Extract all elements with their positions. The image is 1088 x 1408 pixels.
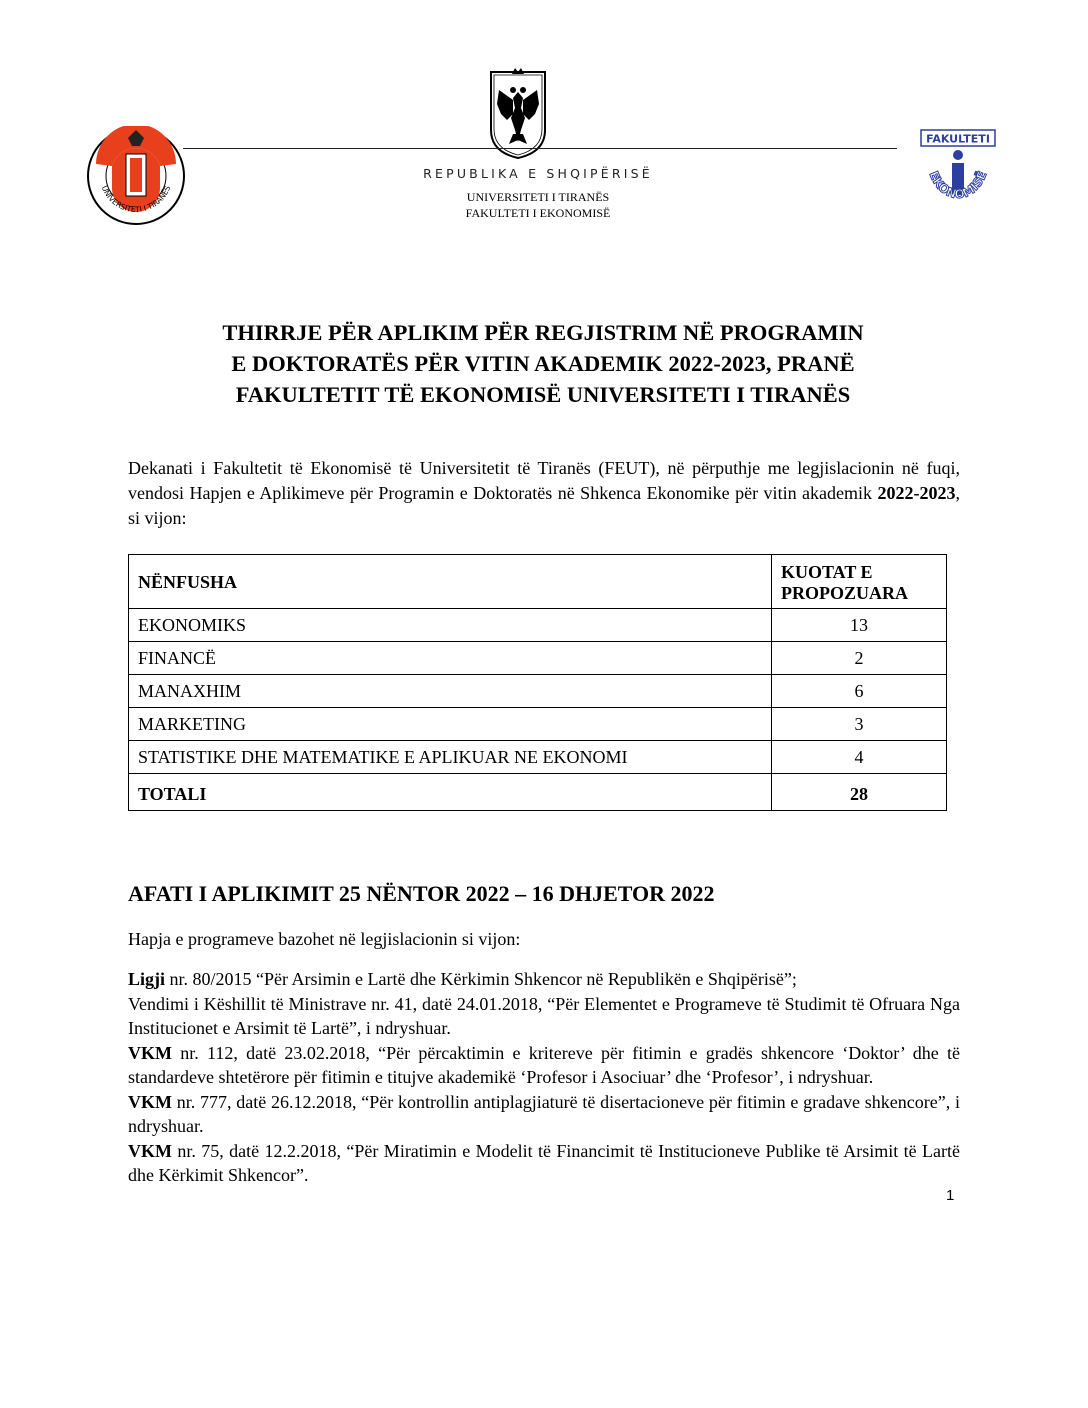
subfield-cell: MARKETING xyxy=(129,708,772,741)
header-quota-line2: PROPOZUARA xyxy=(781,583,908,603)
legislation-item xyxy=(128,1090,960,1139)
institution-faculty: FAKULTETI I EKONOMISË xyxy=(465,206,611,220)
legislation-lead: VKM xyxy=(128,1140,172,1161)
title-line: THIRRJE PËR APLIKIM PËR REGJISTRIM NË PROGRAMIN xyxy=(222,320,864,345)
quota-cell: 2 xyxy=(772,642,947,675)
header-rule xyxy=(183,148,897,149)
legislation-text: nr. 777, datë 26.12.2018, “Për kontrollin antiplagjiaturë të disertacioneve për fitimin e gradave shkencore”, i ndryshuar. xyxy=(128,1091,960,1136)
header-subfield: NËNFUSHA xyxy=(129,555,772,609)
header-quota xyxy=(772,555,947,609)
header-quota-line1: KUOTAT E xyxy=(781,562,873,582)
svg-text:EKONOMISË: EKONOMISË xyxy=(926,169,990,202)
subfield-cell: EKONOMIKS xyxy=(129,609,772,642)
legislation-text: nr. 112, datë 23.02.2018, “Për përcaktimin e kritereve për fitimin e gradës shkencore ‘Doktor’ dhe të standardeve shtetërore për fitimin e titujve akademikë ‘Profesor i Asociuar’ dhe ‘Profesor’, i ndryshuar. xyxy=(128,1042,960,1087)
legislation-list xyxy=(128,967,960,1188)
title-line: E DOKTORATËS PËR VITIN AKADEMIK 2022-2023, PRANË xyxy=(231,351,855,376)
intro-text: Dekanati i Fakultetit të Ekonomisë të Universitetit të Tiranës (FEUT), në përputhje me legjislacionin në fuqi, vendosi Hapjen e Aplikimeve për Programin e Doktoratës në Shkenca Ekonomike për vitin akademik xyxy=(128,458,960,503)
republic-name: REPUBLIKA E SHQIPËRISË xyxy=(423,166,653,181)
table-header-row xyxy=(129,555,947,609)
legislation-item xyxy=(128,1041,960,1090)
quota-cell: 3 xyxy=(772,708,947,741)
quota-cell: 13 xyxy=(772,609,947,642)
application-deadline-heading: AFATI I APLIKIMIT 25 NËNTOR 2022 – 16 DHJETOR 2022 xyxy=(128,881,715,906)
page-number: 1 xyxy=(946,1187,955,1204)
title-line: FAKULTETIT TË EKONOMISË UNIVERSITETI I TIRANËS xyxy=(235,382,851,407)
intro-tail: , si vijon: xyxy=(128,483,960,528)
institution-university: UNIVERSITETI I TIRANËS xyxy=(466,190,610,204)
table-total-row xyxy=(129,774,947,811)
albania-coat-of-arms-icon xyxy=(487,68,549,160)
table-row xyxy=(129,741,947,774)
table-row xyxy=(129,675,947,708)
legislation-text: nr. 80/2015 “Për Arsimin e Lartë dhe Kërkimin Shkencor në Republikën e Shqipërisë”; xyxy=(165,969,797,989)
legislation-item xyxy=(128,967,960,992)
intro-year: 2022-2023 xyxy=(877,483,956,503)
intro-paragraph xyxy=(128,456,960,531)
legislation-intro: Hapja e programeve bazohet në legjislacionin si vijon: xyxy=(128,929,521,949)
legislation-text: nr. 75, datë 12.2.2018, “Për Miratimin e Modelit të Financimit të Institucioneve Publike të Arsimit të Lartë dhe Kërkimit Shkencor”. xyxy=(128,1140,960,1185)
legislation-lead: Ligji xyxy=(128,969,166,989)
subfield-cell: MANAXHIM xyxy=(129,675,772,708)
legislation-lead: VKM xyxy=(128,1042,172,1063)
quota-cell: 4 xyxy=(772,741,947,774)
legislation-item xyxy=(128,992,960,1041)
subfield-cell: STATISTIKE DHE MATEMATIKE E APLIKUAR NE EKONOMI xyxy=(129,741,772,774)
quota-cell: 6 xyxy=(772,675,947,708)
total-value: 28 xyxy=(772,774,947,811)
subfield-cell: FINANCË xyxy=(129,642,772,675)
table-row xyxy=(129,708,947,741)
table-row xyxy=(129,609,947,642)
university-logo xyxy=(86,126,186,226)
legislation-item xyxy=(128,1139,960,1188)
svg-text:UNIVERSITETI I TIRANËS: UNIVERSITETI I TIRANËS xyxy=(99,184,173,215)
legislation-lead: VKM xyxy=(128,1091,172,1112)
table-row xyxy=(129,642,947,675)
quota-table xyxy=(128,554,947,811)
legislation-text: Vendimi i Këshillit të Ministrave nr. 41, datë 24.01.2018, “Për Elementet e Programeve të Studimit të Ofruara Nga Institucionet e Arsimit të Lartë”, i ndryshuar. xyxy=(128,993,960,1038)
faculty-logo xyxy=(917,128,999,212)
svg-text:FAKULTETI: FAKULTETI xyxy=(926,132,990,146)
document-title xyxy=(128,317,958,410)
total-label: TOTALI xyxy=(129,774,772,811)
